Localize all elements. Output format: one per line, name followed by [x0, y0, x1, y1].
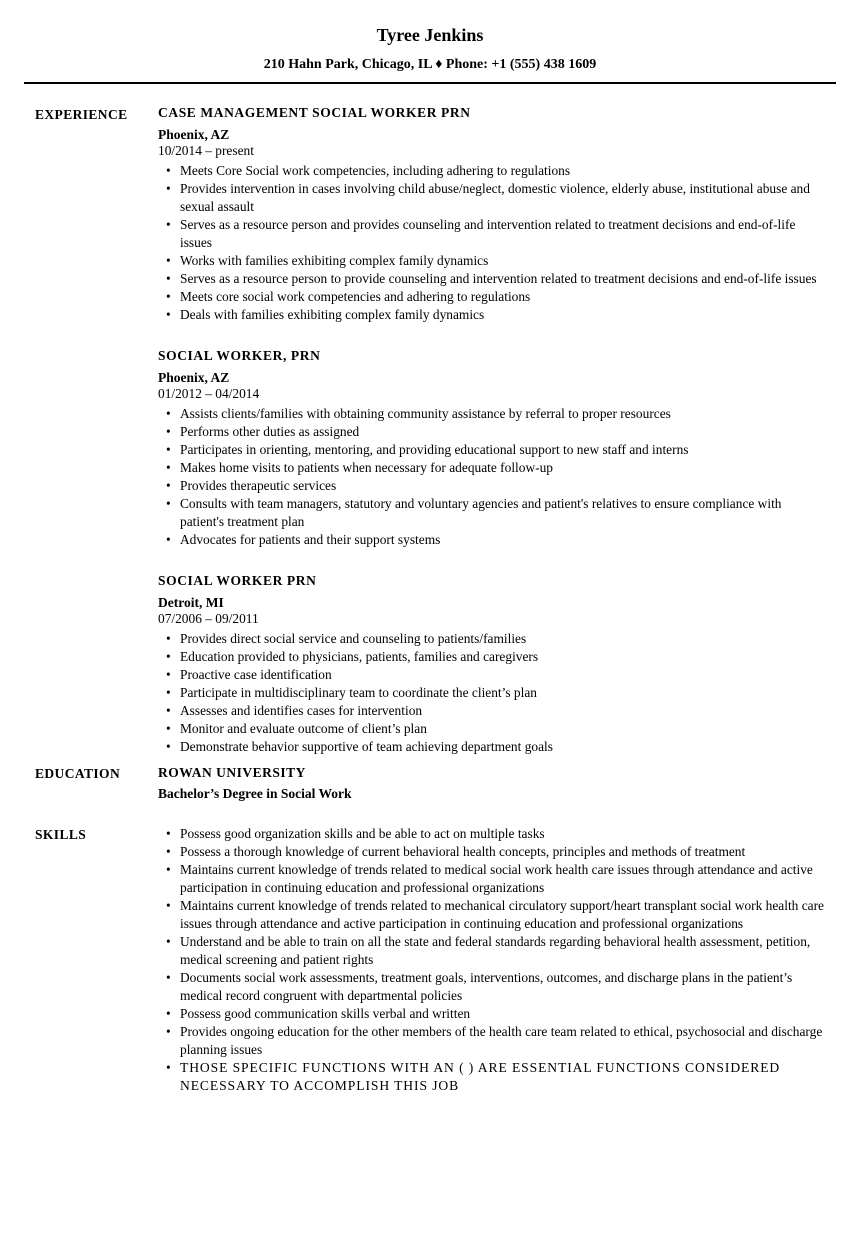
job-dates: 07/2006 – 09/2011	[158, 611, 259, 626]
bullet-item: • Deals with families exhibiting complex family dynamics	[158, 306, 828, 324]
bullet-item: • Assesses and identifies cases for intervention	[158, 702, 828, 720]
bullet-item: • Provides direct social service and counseling to patients/families	[158, 630, 828, 648]
experience-label-column	[0, 105, 158, 123]
bullet-item: • Provides intervention in cases involving child abuse/neglect, domestic violence, elderly abuse, institutional abuse and sexual assault	[158, 180, 828, 216]
bullet-item: • Serves as a resource person and provides counseling and intervention related to treatment decisions and end-of-life issues	[158, 216, 828, 252]
bullet-item: • Possess good organization skills and be able to act on multiple tasks	[158, 825, 828, 843]
bullet-item: • Participates in orienting, mentoring, and providing educational support to new staff and interns	[158, 441, 828, 459]
education-label-column	[0, 764, 158, 782]
job-bullet-list	[158, 162, 828, 324]
bullet-item: • Works with families exhibiting complex family dynamics	[158, 252, 828, 270]
bullet-item: • Assists clients/families with obtaining community assistance by referral to proper resources	[158, 405, 828, 423]
skills-final-note: • THOSE SPECIFIC FUNCTIONS WITH AN ( ) ARE ESSENTIAL FUNCTIONS CONSIDERED NECESSARY TO ACCOMPLISH THIS JOB	[158, 1059, 828, 1095]
degree-name: Bachelor’s Degree in Social Work	[158, 786, 352, 801]
bullet-item: • Possess a thorough knowledge of current behavioral health concepts, principles and methods of treatment	[158, 843, 828, 861]
bullet-item: • Documents social work assessments, treatment goals, interventions, outcomes, and discharge plans in the patient’s medical record congruent with departmental policies	[158, 969, 828, 1005]
experience-content	[158, 105, 828, 756]
bullet-item: • Monitor and evaluate outcome of client’s plan	[158, 720, 828, 738]
bullet-item: • Advocates for patients and their support systems	[158, 531, 828, 549]
education-section-label: EDUCATION	[35, 766, 121, 781]
education-content	[158, 764, 828, 802]
bullet-item: • Makes home visits to patients when necessary for adequate follow-up	[158, 459, 828, 477]
job-bullet-list	[158, 630, 828, 756]
job-location: Detroit, MI	[158, 595, 224, 610]
bullet-item: • Understand and be able to train on all the state and federal standards regarding behavioral health assessment, petition, medical screening and patient rights	[158, 933, 828, 969]
job-title: SOCIAL WORKER, PRN	[158, 348, 321, 363]
job-title: CASE MANAGEMENT SOCIAL WORKER PRN	[158, 105, 471, 120]
skills-section	[0, 825, 860, 1095]
job-location: Phoenix, AZ	[158, 370, 230, 385]
bullet-item: • Provides therapeutic services	[158, 477, 828, 495]
skills-content	[158, 825, 828, 1095]
bullet-item: • Maintains current knowledge of trends related to mechanical circulatory support/heart transplant social work health care issues through attendance and active participation in continuing education and professional organizations	[158, 897, 828, 933]
bullet-item: • Education provided to physicians, patients, families and caregivers	[158, 648, 828, 666]
experience-section-label: EXPERIENCE	[35, 107, 128, 122]
job-location: Phoenix, AZ	[158, 127, 230, 142]
bullet-item: • Meets core social work competencies and adhering to regulations	[158, 288, 828, 306]
contact-line: 210 Hahn Park, Chicago, IL ♦ Phone: +1 (555) 438 1609	[263, 57, 597, 72]
candidate-name: Tyree Jenkins	[376, 25, 484, 45]
experience-section	[0, 105, 860, 756]
job-title: SOCIAL WORKER PRN	[158, 573, 317, 588]
resume-header	[0, 0, 860, 73]
education-section	[0, 764, 860, 802]
bullet-item: • Demonstrate behavior supportive of team achieving department goals	[158, 738, 828, 756]
bullet-item: • Possess good communication skills verbal and written	[158, 1005, 828, 1023]
skills-section-label: SKILLS	[35, 827, 87, 842]
job-bullet-list	[158, 405, 828, 549]
job-dates: 10/2014 – present	[158, 143, 254, 158]
bullet-item: • Participate in multidisciplinary team to coordinate the client’s plan	[158, 684, 828, 702]
bullet-item: • Serves as a resource person to provide counseling and intervention related to treatment decisions and end-of-life issues	[158, 270, 828, 288]
header-divider	[24, 82, 836, 84]
skills-bullet-list	[158, 825, 828, 1059]
school-name: ROWAN UNIVERSITY	[158, 765, 306, 780]
job-entry-2	[158, 348, 828, 549]
bullet-item: • Provides ongoing education for the other members of the health care team related to ethical, psychosocial and discharge planning issues	[158, 1023, 828, 1059]
bullet-item: • Consults with team managers, statutory and voluntary agencies and patient's relatives to ensure compliance with patient's treatment plan	[158, 495, 828, 531]
bullet-item: • Performs other duties as assigned	[158, 423, 828, 441]
job-entry-3	[158, 573, 828, 756]
job-entry-1	[158, 105, 828, 324]
skills-final-note-list	[158, 1059, 828, 1095]
job-dates: 01/2012 – 04/2014	[158, 386, 260, 401]
bullet-item: • Meets Core Social work competencies, including adhering to regulations	[158, 162, 828, 180]
bullet-item: • Proactive case identification	[158, 666, 828, 684]
bullet-item: • Maintains current knowledge of trends related to medical social work health care issues through attendance and active participation in continuing education and professional organizations	[158, 861, 828, 897]
skills-label-column	[0, 825, 158, 843]
